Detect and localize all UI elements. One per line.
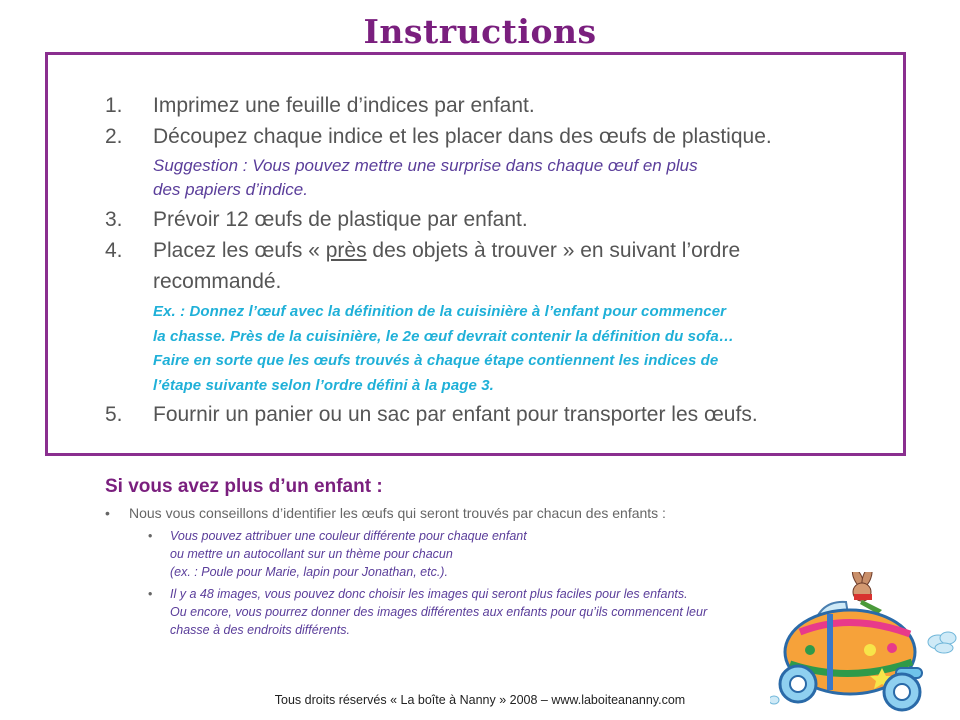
bullet-dot: • (148, 587, 153, 601)
step-number: 1. (105, 94, 123, 117)
bunny-icon (850, 572, 882, 614)
step-item (105, 235, 885, 398)
step-text-underlined: près (325, 239, 367, 262)
copyright-footer: Tous droits réservés « La boîte à Nanny » 2008 – www.laboiteananny.com (274, 693, 686, 707)
multi-child-heading: Si vous avez plus d’un enfant : (105, 476, 383, 497)
suggestion-line: des papiers d’indice. (153, 180, 308, 199)
sub-bullet-line: ou mettre un autocollant sur un thème pour chacun (170, 547, 453, 561)
step-number: 5. (105, 403, 123, 426)
sub-bullet-line: Vous pouvez attribuer une couleur différente pour chaque enfant (170, 529, 527, 543)
page-title: Instructions (363, 12, 597, 51)
step-text: Prévoir 12 œufs de plastique par enfant. (153, 208, 528, 231)
step-item (105, 204, 885, 235)
sub-bullet-line: (ex. : Poule pour Marie, lapin pour Jonathan, etc.). (170, 565, 448, 579)
example-line: la chasse. Près de la cuisinière, le 2e œuf devrait contenir la définition du sofa… (153, 327, 734, 345)
sub-bullet-line: chasse à des endroits différents. (170, 623, 350, 637)
sub-bullet-images (148, 585, 707, 639)
sub-bullet-line: Ou encore, vous pourrez donner des images différentes aux enfants pour qu’ils commencent leur (170, 605, 708, 619)
example-line: Ex. : Donnez l’œuf avec la définition de la cuisinière à l’enfant pour commencer (153, 303, 727, 320)
step-text: Découpez chaque indice et les placer dans des œufs de plastique. (153, 125, 772, 148)
step-text: Fournir un panier ou un sac par enfant pour transporter les œufs. (153, 403, 758, 426)
suggestion-note (153, 154, 885, 202)
bullet-dot: • (148, 529, 153, 543)
step-number: 2. (105, 125, 123, 148)
example-line: Faire en sorte que les œufs trouvés à chaque étape contiennent les indices de (153, 352, 719, 369)
example-note (153, 300, 885, 398)
step-text-end: des objets à trouver » en suivant l’ordre (366, 239, 741, 262)
step-number: 4. (105, 239, 123, 262)
bullet-dot: • (105, 505, 110, 521)
step-item (105, 399, 885, 430)
step-number: 3. (105, 208, 123, 231)
step-text-start: Placez les œufs « (153, 239, 326, 262)
cloud-icon (928, 632, 956, 653)
bullet-text: Nous vous conseillons d’identifier les œufs qui seront trouvés par chacun des enfants : (129, 505, 666, 521)
sub-bullet-colors (148, 527, 527, 581)
sub-bullet-line: Il y a 48 images, vous pouvez donc choisir les images qui seront plus faciles pour les enfants. (170, 587, 688, 601)
suggestion-line: Suggestion : Vous pouvez mettre une surprise dans chaque œuf en plus (153, 156, 698, 175)
step-item (105, 121, 885, 202)
step-text: Imprimez une feuille d’indices par enfant. (153, 94, 535, 117)
steps-list (105, 90, 885, 430)
example-line: l’étape suivante selon l’ordre défini à la page 3. (153, 376, 494, 394)
step-item (105, 90, 885, 121)
step-text-line2: recommandé. (153, 270, 282, 293)
